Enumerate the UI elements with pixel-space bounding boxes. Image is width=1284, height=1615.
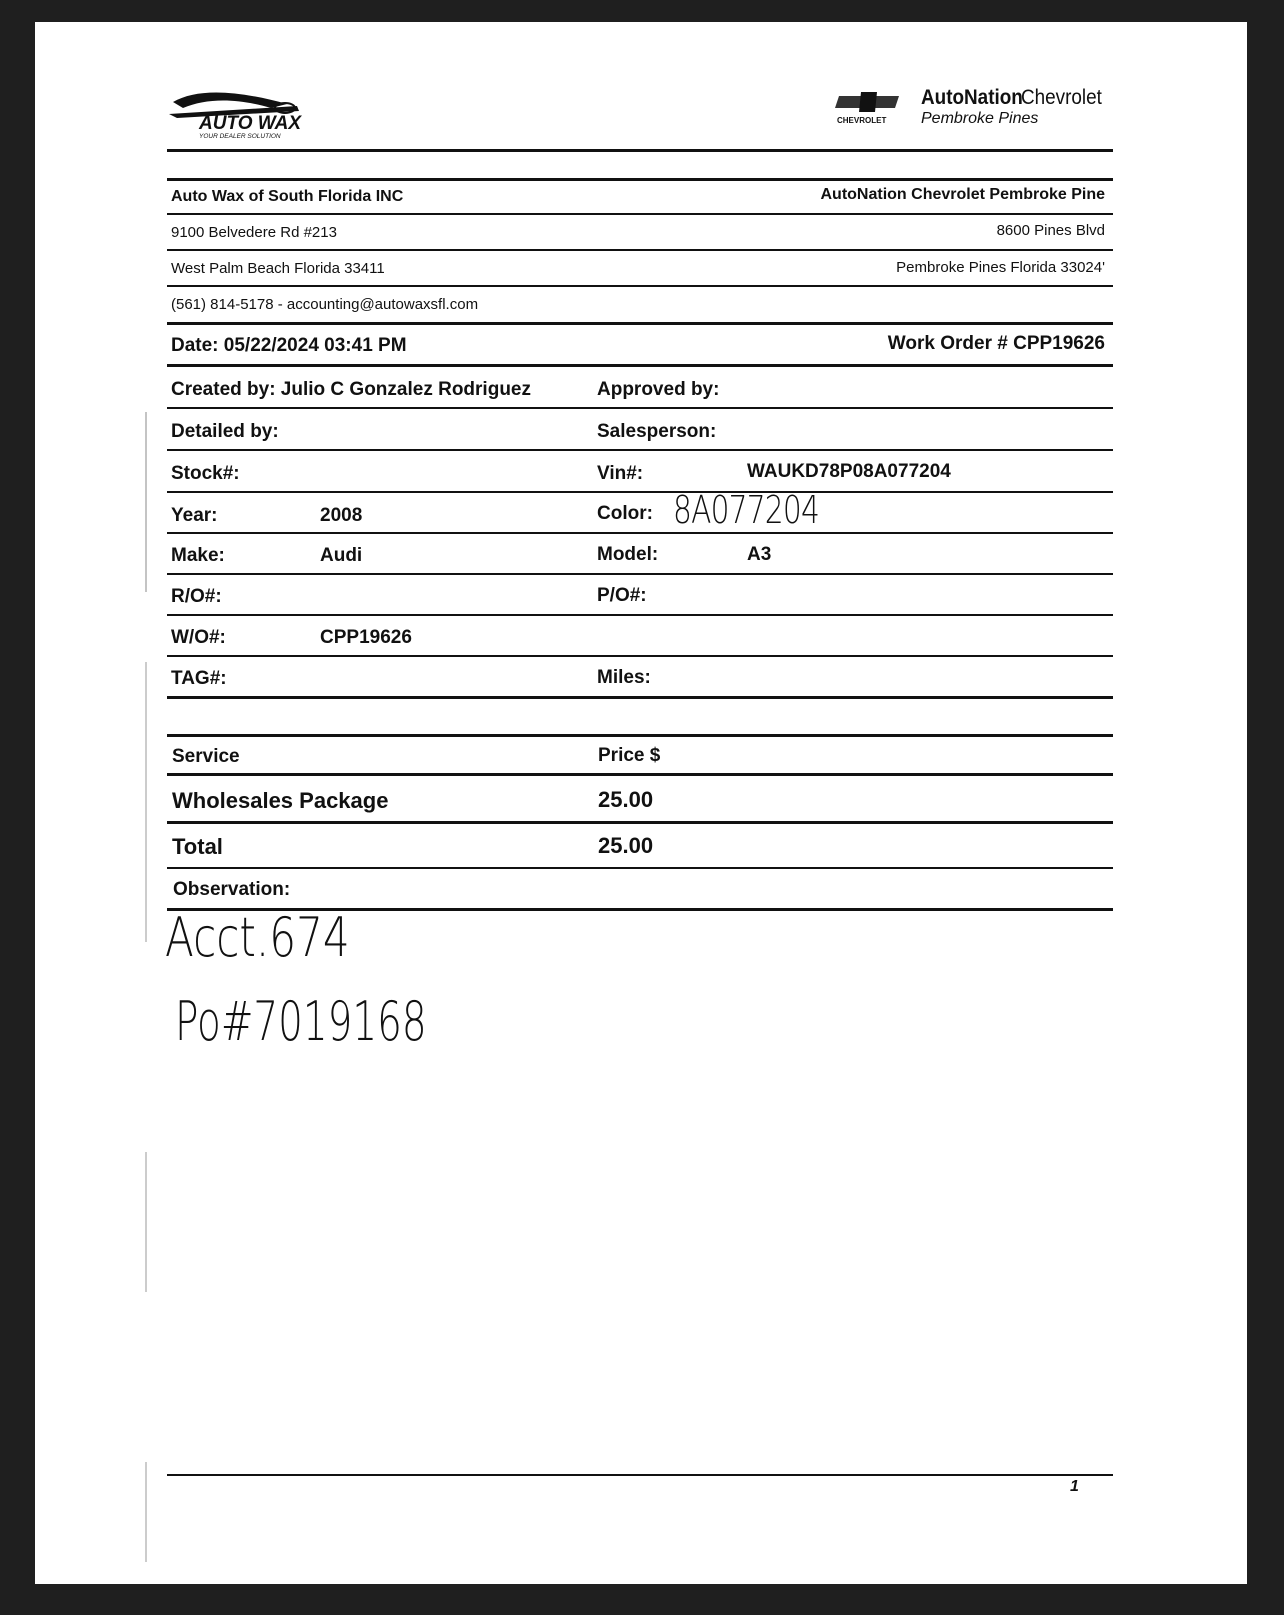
page-number: 1 bbox=[1070, 1478, 1079, 1495]
logo-tagline-text: YOUR DEALER SOLUTION bbox=[199, 133, 281, 140]
divider bbox=[167, 364, 1113, 367]
divider bbox=[167, 867, 1113, 869]
po-label: P/O#: bbox=[597, 585, 647, 606]
divider bbox=[167, 696, 1113, 699]
model-value: A3 bbox=[747, 544, 772, 565]
total-value: 25.00 bbox=[598, 833, 654, 858]
chevrolet-bowtie-icon bbox=[835, 90, 905, 126]
chevrolet-wordmark: CHEVROLET bbox=[837, 116, 887, 125]
dealer-name: AutoNation Chevrolet Pembroke Pine bbox=[820, 186, 1105, 203]
divider bbox=[167, 734, 1113, 737]
autonation-wordmark: AutoNation bbox=[921, 86, 1023, 109]
miles-label: Miles: bbox=[597, 667, 651, 688]
document-page bbox=[35, 22, 1247, 1584]
year-value: 2008 bbox=[320, 505, 363, 526]
wo-label: W/O#: bbox=[171, 627, 226, 648]
salesperson-label: Salesperson: bbox=[597, 421, 717, 442]
footer-divider bbox=[167, 1474, 1113, 1476]
divider bbox=[167, 178, 1113, 181]
divider bbox=[167, 407, 1113, 409]
pembroke-pines-wordmark: Pembroke Pines bbox=[921, 110, 1039, 127]
model-label: Model: bbox=[597, 544, 659, 565]
logo-brand-text: AUTO WAX bbox=[199, 113, 302, 134]
approved-by-label: Approved by: bbox=[597, 379, 720, 400]
color-handwritten-value: 8A077204 bbox=[673, 488, 820, 532]
scan-mark bbox=[145, 1462, 147, 1562]
wo-value: CPP19626 bbox=[320, 627, 412, 648]
price-column-header: Price $ bbox=[598, 745, 661, 766]
scan-mark bbox=[145, 412, 147, 592]
vendor-contact: (561) 814-5178 - accounting@autowaxsfl.com bbox=[171, 296, 479, 313]
observation-handwritten-po: Po#7019168 bbox=[175, 990, 427, 1053]
divider bbox=[167, 773, 1113, 776]
vin-label: Vin#: bbox=[597, 463, 644, 484]
observation-handwritten-account: Acct.674 bbox=[165, 906, 350, 969]
scan-mark bbox=[145, 662, 147, 942]
vendor-address: 9100 Belvedere Rd #213 bbox=[171, 224, 337, 241]
make-label: Make: bbox=[171, 545, 225, 566]
vendor-name: Auto Wax of South Florida INC bbox=[171, 188, 404, 205]
make-value: Audi bbox=[320, 545, 363, 566]
detailed-by-label: Detailed by: bbox=[171, 421, 279, 442]
header-divider bbox=[167, 149, 1113, 152]
divider bbox=[167, 532, 1113, 534]
service-column-header: Service bbox=[172, 746, 240, 767]
divider bbox=[167, 449, 1113, 451]
dealer-city: Pembroke Pines Florida 33024' bbox=[896, 259, 1105, 276]
vendor-city: West Palm Beach Florida 33411 bbox=[171, 260, 385, 277]
observation-label: Observation: bbox=[173, 879, 291, 900]
divider bbox=[167, 213, 1113, 215]
color-label: Color: bbox=[597, 503, 653, 524]
divider bbox=[167, 322, 1113, 325]
service-item-name: Wholesales Package bbox=[172, 788, 389, 813]
order-date: Date: 05/22/2024 03:41 PM bbox=[171, 335, 407, 356]
work-order-number: Work Order # CPP19626 bbox=[887, 333, 1105, 354]
scan-mark bbox=[145, 1152, 147, 1292]
divider bbox=[167, 655, 1113, 657]
created-by: Created by: Julio C Gonzalez Rodriguez bbox=[171, 379, 531, 400]
year-label: Year: bbox=[171, 505, 218, 526]
tag-label: TAG#: bbox=[171, 668, 227, 689]
service-item-price: 25.00 bbox=[598, 787, 654, 812]
divider bbox=[167, 491, 1113, 493]
ro-label: R/O#: bbox=[171, 586, 222, 607]
auto-wax-logo bbox=[167, 84, 307, 142]
total-label: Total bbox=[172, 834, 223, 859]
divider bbox=[167, 249, 1113, 251]
chevrolet-wordmark-text: Chevrolet bbox=[1021, 86, 1102, 109]
stock-label: Stock#: bbox=[171, 463, 240, 484]
vin-value: WAUKD78P08A077204 bbox=[747, 461, 951, 482]
divider bbox=[167, 285, 1113, 287]
divider bbox=[167, 573, 1113, 575]
divider bbox=[167, 821, 1113, 824]
divider bbox=[167, 614, 1113, 616]
dealer-address: 8600 Pines Blvd bbox=[996, 222, 1105, 239]
